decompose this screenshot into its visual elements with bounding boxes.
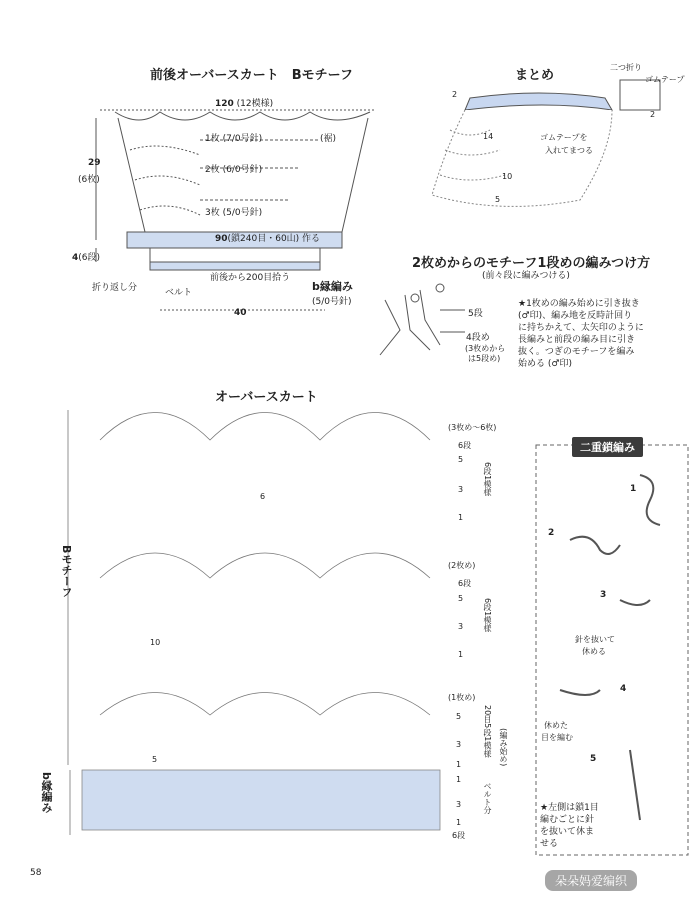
- join-star-note: ★1枚めの編み始めに引き抜き (♂印)、編み地を反時計回り に持ちかえて、太矢印のように 長編みと前段の編み目に引き 抜く。つぎのモチーフを編み 始める (♂印): [518, 299, 644, 369]
- pickup-label: 前後から200目拾う: [210, 273, 291, 283]
- step4-note2: 目を編む: [541, 733, 573, 742]
- finish-title: まとめ: [515, 68, 555, 83]
- belt-r3: 3: [456, 800, 462, 809]
- join-sub: (前々段に編みつける): [482, 271, 570, 281]
- gomtape-line2: 入れてまつる: [545, 146, 593, 155]
- step5: 5: [590, 754, 597, 764]
- tier3-r1: 1: [456, 760, 462, 769]
- gom-num: 2: [650, 110, 656, 119]
- tier2-label: (2枚め): [448, 561, 476, 570]
- tier2-r3: 3: [458, 622, 464, 631]
- tier1-side: 6段1模様: [483, 462, 492, 497]
- main-title: オーバースカート: [215, 390, 318, 405]
- tier1-label: (3枚め～6枚): [448, 423, 497, 432]
- join-title: 2枚めからのモチーフ1段めの編みつけ方: [412, 256, 651, 271]
- tier3-r3: 3: [456, 740, 462, 749]
- tier3-r5: 5: [456, 712, 462, 721]
- tier2-side: 6段1模様: [483, 598, 492, 633]
- row1-side: (裾): [320, 134, 337, 144]
- tier1-r1: 1: [458, 513, 464, 522]
- height-label: 29: [88, 158, 101, 168]
- gom-label: ゴムテープ: [645, 75, 685, 84]
- step4: 4: [620, 684, 627, 694]
- tier3-side: 20目5段1模様: [483, 705, 492, 758]
- left-num: 2: [452, 90, 458, 99]
- instructions-title: 二重鎖編み: [572, 437, 643, 457]
- tier1-r3: 3: [458, 485, 464, 494]
- step1: 1: [630, 484, 637, 494]
- b-edge-sub: (5/0号針): [312, 297, 352, 307]
- b-edge-vertical: b縁編み: [40, 772, 53, 813]
- row1-label: 1枚 (7/0号針): [205, 134, 263, 144]
- six-label: 6: [260, 492, 266, 501]
- bottom-width: 40: [234, 308, 247, 318]
- label-5: 5: [495, 195, 501, 204]
- step2: 2: [548, 528, 555, 538]
- tier2-r5: 5: [458, 594, 464, 603]
- step4-note1: 休めた: [544, 721, 568, 730]
- tier3-start: (編み始め): [499, 728, 508, 767]
- five-label: 5: [152, 755, 158, 764]
- row3-label: 3枚 (5/0号針): [205, 208, 263, 218]
- b-motif-label: Bモチーフ: [60, 545, 73, 598]
- step3: 3: [600, 590, 607, 600]
- tier3-label: (1枚め): [448, 693, 476, 702]
- tier1-r6: 6段: [458, 441, 472, 450]
- gomtape-line1: ゴムテープを: [540, 133, 588, 142]
- tier2-r1: 1: [458, 650, 464, 659]
- height-sub: (6枚): [78, 175, 100, 185]
- join-note1: (3枚めから: [465, 344, 506, 353]
- belt-r1: 1: [456, 775, 462, 784]
- label-14: 14: [483, 132, 494, 141]
- ten-label: 10: [150, 638, 161, 647]
- belt-side: ベルト分: [483, 782, 492, 814]
- watermark: 朵朵妈爱编织: [545, 870, 637, 891]
- tier1-r5: 5: [458, 455, 464, 464]
- join-note2: は5段め): [468, 354, 501, 363]
- step3-note2: 休める: [582, 647, 606, 656]
- width-label: 120 (12模様): [215, 99, 274, 109]
- join-r5: 5段: [468, 309, 483, 319]
- belt-label: ベルト: [165, 288, 193, 298]
- join-r4: 4段め: [466, 333, 490, 343]
- step3-note1: 針を抜いて: [575, 635, 615, 644]
- belt-height: 4(6段): [72, 253, 101, 263]
- belt-mid: 90(鎖240目・60山) 作る: [215, 234, 321, 244]
- skirt-title: 前後オーバースカート Bモチーフ: [150, 68, 353, 83]
- page-number: 58: [30, 868, 42, 878]
- fold-label: 折り返し分: [92, 283, 138, 293]
- b-edge-label: b縁編み: [312, 280, 353, 293]
- label-10: 10: [502, 172, 513, 181]
- row2-label: 2枚 (6/0号針): [205, 165, 263, 175]
- instructions-star-note: ★左側は鎖1目 編むごとに針 を抜いて休ま せる: [540, 803, 599, 849]
- belt-r1b: 1: [456, 818, 462, 827]
- twofold-label: 二つ折り: [610, 63, 642, 72]
- tier2-r6: 6段: [458, 579, 472, 588]
- belt-r6: 6段: [452, 831, 466, 840]
